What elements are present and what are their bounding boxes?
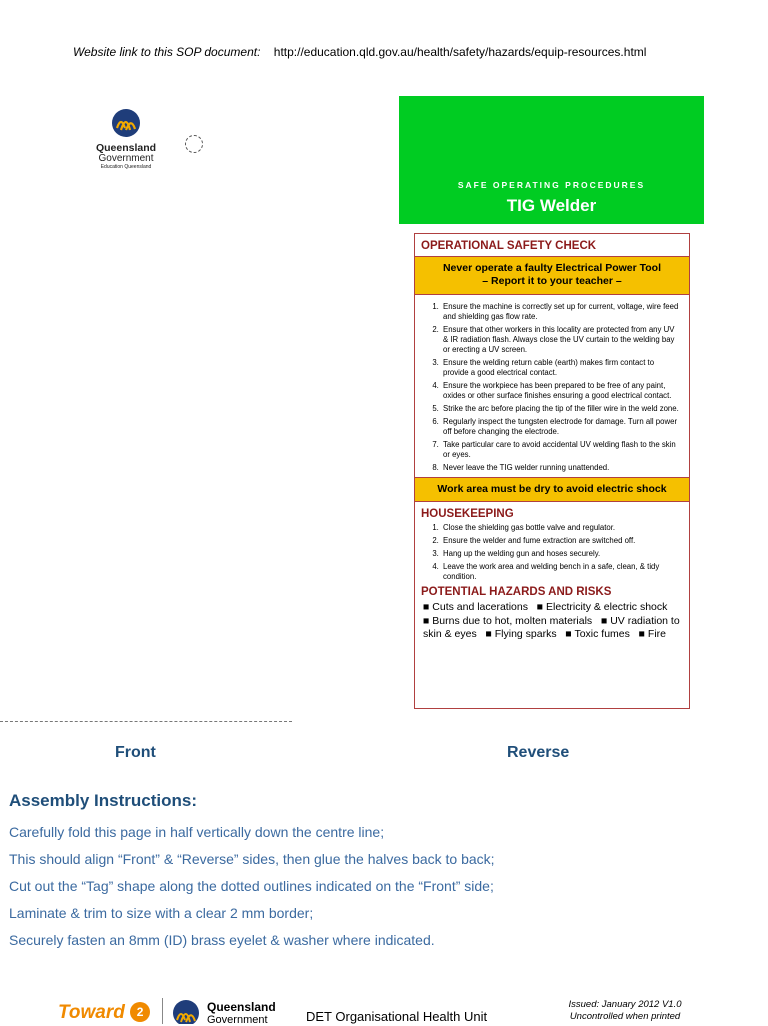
- bullet-icon: ■: [423, 614, 430, 627]
- list-item: 7. Take particular care to avoid accidental UV welding flash to the skin or eyes.: [441, 440, 681, 460]
- hazard-item: Burns due to hot, molten materials: [432, 614, 593, 627]
- logo-line-1: Queensland: [95, 142, 157, 154]
- hazards-list: [415, 600, 689, 642]
- web-link-label: Website link to this SOP document:: [73, 45, 261, 59]
- issue-info: [540, 999, 710, 1023]
- qld-government-logo: [86, 108, 166, 171]
- housekeeping-list: [415, 522, 689, 582]
- list-item: 1. Ensure the machine is correctly set up for current, voltage, wire feed and shielding gas flow rate.: [441, 302, 681, 322]
- bullet-icon: ■: [565, 628, 572, 640]
- assembly-step: Laminate & trim to size with a clear 2 mm border;: [9, 905, 314, 921]
- front-side-label: Front: [115, 744, 156, 761]
- cut-line-divider: [0, 721, 292, 722]
- footer-qld-line-2: Government: [207, 1014, 268, 1026]
- footer-divider: [162, 998, 163, 1024]
- reverse-side-label: Reverse: [507, 744, 570, 761]
- toward-logo: [58, 1002, 150, 1024]
- housekeeping-title: HOUSEKEEPING: [421, 508, 514, 520]
- list-item: 4. Leave the work area and welding bench in a safe, clean, & tidy condition.: [441, 562, 681, 582]
- list-item: 1. Close the shielding gas bottle valve and regulator.: [441, 523, 681, 533]
- warning-line-1: Never operate a faulty Electrical Power Tool: [442, 262, 662, 274]
- toward-badge-icon: 2: [130, 1002, 150, 1022]
- hazard-item: UV radiation to skin & eyes: [423, 614, 680, 640]
- hazard-item: Cuts and lacerations: [432, 601, 528, 613]
- web-link-url[interactable]: http://education.qld.gov.au/health/safety/hazards/equip-resources.html: [273, 45, 647, 59]
- footer-qld-logo: [207, 1001, 276, 1026]
- list-item: 4. Ensure the workpiece has been prepared to be free of any paint, oxides or other surface finishes ensuring a good electrical contact.: [441, 381, 681, 401]
- warning-line-2: – Report it to your teacher –: [482, 275, 622, 287]
- assembly-step: Securely fasten an 8mm (ID) brass eyelet & washer where indicated.: [9, 932, 435, 948]
- footer-qld-line-1: Queensland: [207, 1000, 276, 1014]
- list-item: 6. Regularly inspect the tungsten electrode for damage. Turn all power off before changing the electrode.: [441, 417, 681, 437]
- hazard-item: Flying sparks: [494, 628, 557, 640]
- assembly-step: Cut out the “Tag” shape along the dotted outlines indicated on the “Front” side;: [9, 878, 494, 894]
- sop-header-banner: [399, 96, 704, 224]
- hazard-item: Fire: [647, 628, 666, 640]
- logo-line-2: Government: [98, 153, 154, 164]
- logo-line-3: Education Queensland: [100, 164, 152, 170]
- qld-emblem-small-icon: [172, 999, 200, 1024]
- hazard-item: Electricity & electric shock: [546, 601, 668, 613]
- hazards-title: POTENTIAL HAZARDS AND RISKS: [421, 586, 612, 598]
- uncontrolled-note: Uncontrolled when printed: [569, 1011, 681, 1022]
- bullet-icon: ■: [423, 601, 430, 613]
- list-item: 3. Hang up the welding gun and hoses securely.: [441, 549, 681, 559]
- list-item: 3. Ensure the welding return cable (earth) makes firm contact to provide a good electrical contact.: [441, 358, 681, 378]
- sop-tag-card: [414, 233, 690, 709]
- list-item: 2. Ensure the welder and fume extraction are switched off.: [441, 536, 681, 546]
- qld-emblem-icon: [111, 108, 141, 138]
- bullet-icon: ■: [536, 601, 544, 613]
- assembly-title: Assembly Instructions:: [9, 791, 197, 810]
- assembly-step: Carefully fold this page in half vertically down the centre line;: [9, 824, 385, 840]
- faulty-tool-warning: [415, 256, 689, 295]
- sop-subtitle: SAFE OPERATING PROCEDURES: [457, 180, 646, 190]
- sop-title: TIG Welder: [506, 196, 597, 215]
- dry-area-warning: Work area must be dry to avoid electric shock: [415, 477, 689, 502]
- hazard-item: Toxic fumes: [574, 628, 630, 640]
- bullet-icon: ■: [638, 628, 645, 640]
- toward-text: Toward: [58, 1002, 125, 1023]
- bullet-icon: ■: [485, 628, 492, 640]
- safety-check-title: OPERATIONAL SAFETY CHECK: [421, 240, 597, 252]
- safety-steps-list: [415, 295, 689, 473]
- list-item: 5. Strike the arc before placing the tip of the filler wire in the weld zone.: [441, 404, 681, 414]
- list-item: 2. Ensure that other workers in this locality are protected from any UV & IR radiation flash. Always close the UV curtain to the welding bay or erecting a UV screen.: [441, 325, 681, 355]
- assembly-step: This should align “Front” & “Reverse” sides, then glue the halves back to back;: [9, 851, 495, 867]
- bullet-icon: ■: [600, 614, 608, 627]
- issue-date: Issued: January 2012 V1.0: [568, 999, 682, 1010]
- eyelet-marker-icon: [185, 135, 203, 153]
- footer-unit: DET Organisational Health Unit: [306, 1009, 488, 1024]
- list-item: 8. Never leave the TIG welder running unattended.: [441, 463, 681, 473]
- sop-web-link: [73, 45, 646, 59]
